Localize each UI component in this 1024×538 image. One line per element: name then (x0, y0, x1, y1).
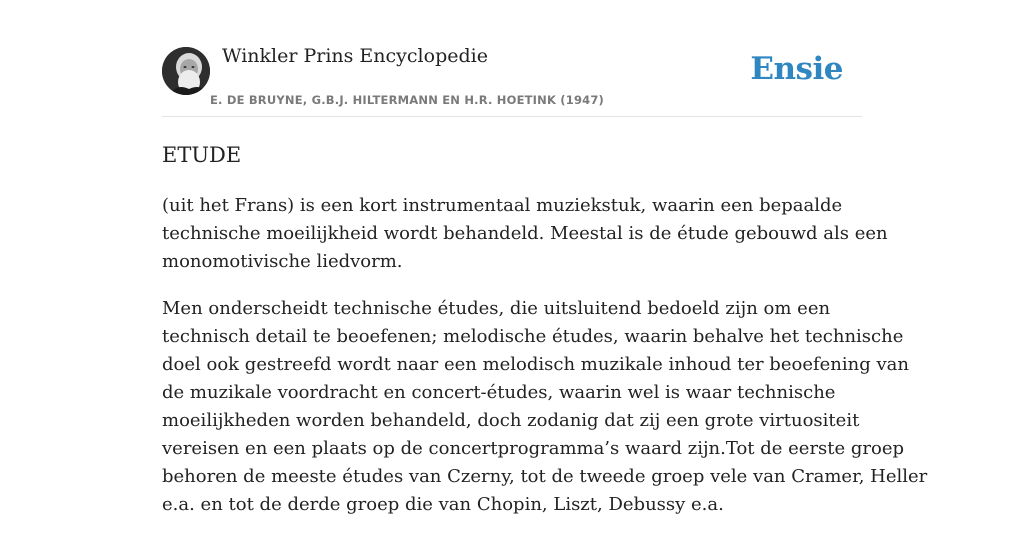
author-avatar-icon (162, 47, 210, 95)
text-line: e.a. en tot de derde groep die van Chopin, Liszt, Debussy e.a. (162, 494, 724, 515)
site-title[interactable]: Winkler Prins Encyclopedie (222, 45, 488, 67)
authors-line: E. DE BRUYNE, G.B.J. HILTERMANN EN H.R. HOETINK (1947) (210, 93, 605, 107)
portrait-icon (162, 47, 210, 95)
article-content (162, 140, 928, 538)
header (162, 42, 862, 117)
entry-title: ETUDE (162, 143, 242, 167)
text-line: moeilijkheden worden behandeld, doch zodanig dat zij een grote virtuositeit (162, 410, 860, 431)
text-line: behoren de meeste études van Czerny, tot de tweede groep vele van Cramer, Heller (162, 466, 928, 487)
text-line: monomotivische liedvorm. (162, 251, 403, 272)
paragraph-2 (162, 295, 928, 519)
text-line: technisch detail te beoefenen; melodische études, waarin behalve het technische (162, 326, 904, 347)
text-line: technische moeilijkheid wordt behandeld. Meestal is de étude gebouwd als een (162, 223, 888, 244)
text-line: doel ook gestreefd wordt naar een melodisch muzikale inhoud ter beoefening van (162, 354, 909, 375)
text-line: vereisen en een plaats op de concertprogramma’s waard zijn.Tot de eerste groep (162, 438, 905, 459)
text-line: de muzikale voordracht en concert-études, waarin wel is waar technische (162, 382, 836, 403)
text-line: Men onderscheidt technische études, die uitsluitend bedoeld zijn om een (162, 298, 831, 319)
text-line: (uit het Frans) is een kort instrumentaal muziekstuk, waarin een bepaalde (162, 195, 843, 216)
paragraph-1 (162, 192, 888, 276)
ensie-logo[interactable]: Ensie (750, 51, 843, 87)
